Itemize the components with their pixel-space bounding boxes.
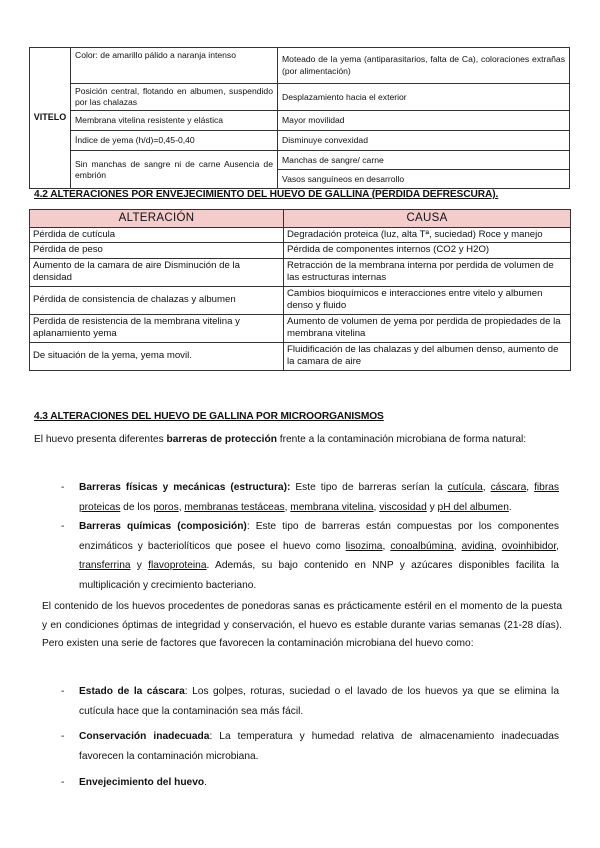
bullet-body: : La temperatura y humedad relativa de almacenamiento inadecuadas favorecen la contaminación microbiana.: [79, 731, 559, 762]
term-link: pH del albumen: [437, 501, 509, 513]
vitelo-normal-cell: Sin manchas de sangre ni de carne Ausencia de embrión: [71, 151, 278, 189]
table-row: [30, 151, 570, 170]
table-row: [30, 48, 570, 84]
envejecimiento-table: [29, 209, 571, 371]
separator: ,: [284, 501, 291, 513]
vitelo-alteration-cell: Moteado de la yema (antiparasitarios, falta de Ca), coloraciones extrañas (por alimentación): [278, 48, 570, 84]
term-link: membranas testáceas: [184, 501, 285, 513]
bullet-text: [79, 517, 559, 595]
bullet-body: : Este tipo de barreras están compuestas por los componentes enzimáticos y bacteriolíticos que posee el huevo como: [79, 521, 559, 552]
vitelo-alteration-cell: Manchas de sangre/ carne: [278, 151, 570, 170]
intro-bold-term: barreras de protección: [166, 434, 277, 445]
intro-text: El huevo presenta diferentes: [34, 434, 167, 445]
separator: ,: [556, 540, 559, 552]
table-row: [30, 131, 570, 151]
term-link: avidina: [461, 540, 494, 552]
bullet-dash: -: [61, 686, 65, 697]
term-link: cáscara: [490, 482, 527, 493]
bullet-body: Este tipo de barreras serían la: [290, 482, 448, 493]
vitelo-alteration-cell: Vasos sanguíneos en desarrollo: [278, 170, 570, 189]
term-link: conoalbúmina: [390, 540, 454, 552]
table-row: [30, 227, 571, 242]
table-row: [30, 111, 570, 131]
bullet-dash: -: [61, 521, 65, 532]
vitelo-normal-cell: Posición central, flotando en albumen, suspendido por las chalazas: [71, 84, 278, 111]
alteracion-cell: Pérdida de peso: [30, 243, 284, 258]
separator: ,: [482, 482, 491, 493]
term-link: poros: [153, 501, 179, 513]
bullet-dash: -: [61, 482, 65, 493]
separator: de los: [120, 501, 154, 513]
term-link: ovoinhibidor: [501, 540, 557, 552]
causa-cell: Pérdida de componentes internos (CO2 y H2O): [284, 243, 571, 258]
alteracion-cell: Pérdida de consistencia de chalazas y albumen: [30, 286, 284, 314]
bullet-body: .: [204, 777, 207, 788]
section-heading-4-2: 4.2 ALTERACIONES POR ENVEJECIMIENTO DEL HUEVO DE GALLINA (PÉRDIDA DEFRESCURA).: [34, 189, 499, 200]
bullet-label: Conservación inadecuada: [79, 731, 210, 742]
section-heading-4-3: 4.3 ALTERACIONES DEL HUEVO DE GALLINA POR MICROORGANISMOS: [34, 411, 384, 422]
separator: ,: [493, 540, 502, 552]
term-link: cutícula: [447, 482, 483, 493]
term-link: membrana vitelina: [290, 501, 374, 513]
alteracion-cell: Perdida de resistencia de la membrana vitelina y aplanamiento yema: [30, 314, 284, 342]
intro-paragraph: [34, 430, 560, 450]
bullet-text: [79, 682, 559, 721]
bullet-label: Envejecimiento del huevo: [79, 777, 205, 788]
term-link: transferrina: [79, 560, 131, 571]
separator: ,: [526, 482, 535, 493]
separator: ,: [453, 540, 462, 552]
vitelo-normal-cell: Índice de yema (h/d)=0,45-0,40: [71, 131, 278, 151]
bullet-label: Estado de la cáscara: [79, 686, 185, 697]
table-row: [30, 84, 570, 111]
separator: y: [130, 560, 149, 571]
bullet-text: [79, 773, 559, 793]
vitelo-alteration-cell: Disminuye convexidad: [278, 131, 570, 151]
bullet-dash: -: [61, 777, 65, 788]
separator: ,: [373, 501, 380, 513]
bullet-text: [79, 478, 559, 517]
intro-text: frente a la contaminación microbiana de forma natural:: [276, 434, 527, 445]
vitelo-table: [29, 47, 570, 189]
table-row: [30, 342, 571, 370]
alteracion-cell: Pérdida de cutícula: [30, 227, 284, 242]
bullet-dash: -: [61, 731, 65, 742]
separator: y: [426, 501, 438, 513]
vitelo-normal-cell: Color: de amarillo pálido a naranja intenso: [71, 48, 278, 84]
separator: ,: [178, 501, 185, 513]
causa-cell: Fluidificación de las chalazas y del albumen denso, aumento de la camara de aire: [284, 342, 571, 370]
alteracion-cell: Aumento de la camara de aire Disminución de la densidad: [30, 258, 284, 286]
vitelo-alteration-cell: Mayor movilidad: [278, 111, 570, 131]
table-row: [30, 243, 571, 258]
causa-cell: Retracción de la membrana interna por perdida de volumen de las estructuras internas: [284, 258, 571, 286]
bullet-label: Barreras físicas y mecánicas (estructura):: [79, 482, 291, 493]
term-link: flavoproteina: [148, 560, 207, 571]
body-paragraph: El contenido de los huevos procedentes de ponedoras sanas es prácticamente estéril en el momento de la puesta y en condiciones óptimas de integridad y conservación, el huevo es estable durante varias semanas (21-28 días). Pero existen una serie de factores que favorecen la contaminación microbiana del huevo como:: [42, 601, 562, 650]
separator: ,: [382, 540, 391, 552]
table-header-row: [30, 210, 571, 228]
separator: .: [508, 501, 512, 513]
vitelo-alteration-cell: Desplazamiento hacia el exterior: [278, 84, 570, 111]
term-link: fibras proteicas: [79, 482, 559, 513]
vitelo-row-header: VITELO: [30, 48, 71, 189]
term-link: lisozima: [345, 540, 383, 552]
column-header-causa: CAUSA: [284, 210, 571, 228]
table-row: [30, 286, 571, 314]
alteracion-cell: De situación de la yema, yema movil.: [30, 342, 284, 370]
bullet-body: : Los golpes, roturas, suciedad o el lavado de los huevos ya que se elimina la cutícula hace que la contaminación sea más fácil.: [79, 686, 559, 717]
causa-cell: Degradación proteica (luz, alta Tª, suciedad) Roce y manejo: [284, 227, 571, 242]
causa-cell: Cambios bioquímicos e interacciones entre vitelo y albumen denso y fluido: [284, 286, 571, 314]
term-link: viscosidad: [379, 501, 427, 513]
bullet-body: . Además, su bajo contenido en NNP y azúcares disponibles facilita la multiplicación y crecimiento bacteriano.: [79, 560, 559, 591]
causa-cell: Aumento de volumen de yema por perdida de propiedades de la membrana vitelina: [284, 314, 571, 342]
bullet-label: Barreras químicas (composición): [79, 521, 247, 532]
vitelo-normal-cell: Membrana vitelina resistente y elástica: [71, 111, 278, 131]
column-header-alteracion: ALTERACIÓN: [30, 210, 284, 228]
table-row: [30, 314, 571, 342]
bullet-text: [79, 727, 559, 766]
table-row: [30, 258, 571, 286]
